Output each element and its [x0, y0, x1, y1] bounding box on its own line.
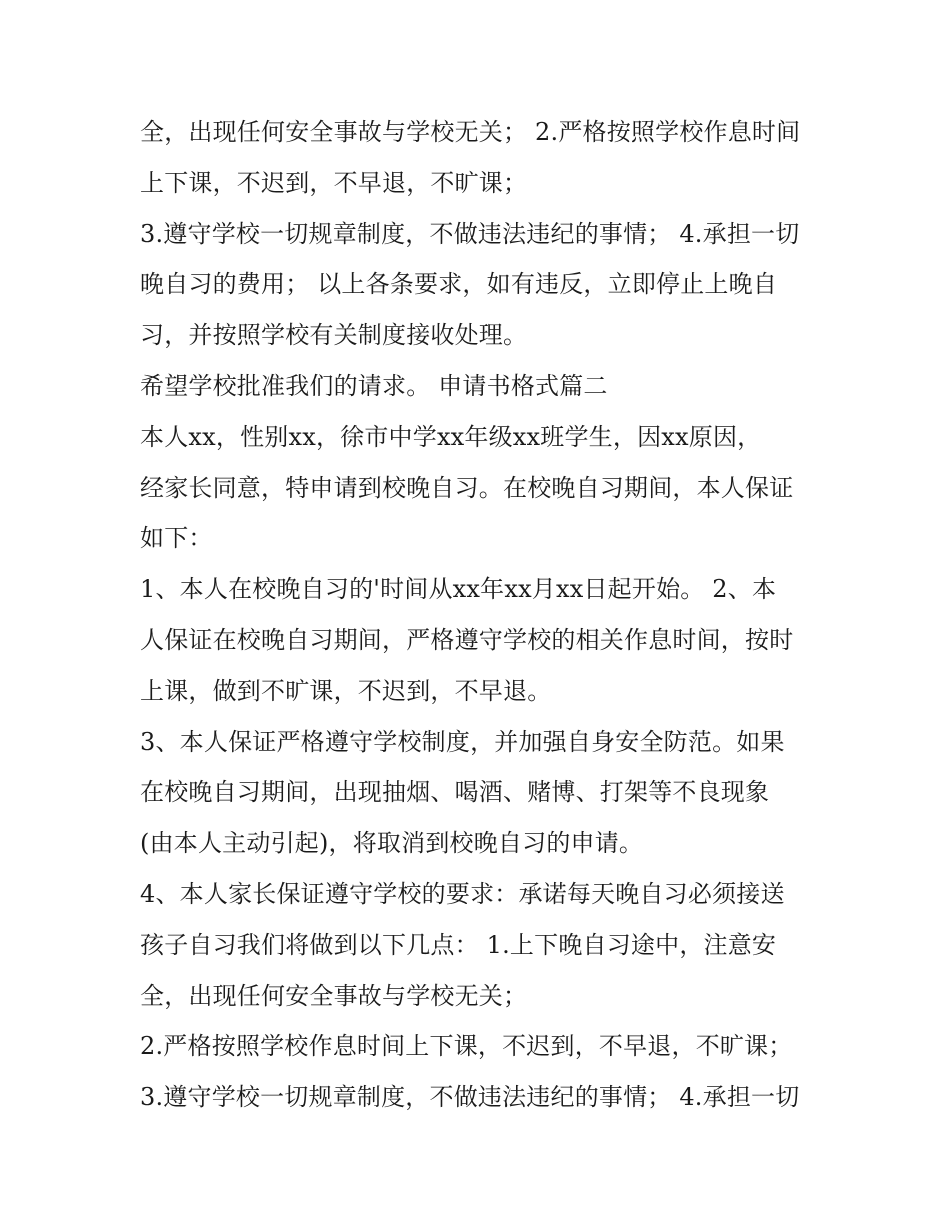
- text-line: 全，出现任何安全事故与学校无关；: [140, 981, 528, 1010]
- text-line: 2.严格按照学校作息时间上下课，不迟到，不早退，不旷课；: [140, 1032, 793, 1061]
- text-line: 3.遵守学校一切规章制度，不做违法违纪的事情； 4.承担一切: [140, 1083, 800, 1112]
- document-body: [140, 107, 820, 1123]
- text-line: 人保证在校晚自习期间，严格遵守学校的相关作息时间，按时: [140, 625, 794, 654]
- text-line: 3.遵守学校一切规章制度，不做违法违纪的事情； 4.承担一切: [140, 219, 800, 248]
- text-line: 3、本人保证严格遵守学校制度，并加强自身安全防范。如果: [140, 727, 785, 756]
- text-line: 全，出现任何安全事故与学校无关； 2.严格按照学校作息时间: [140, 118, 801, 146]
- text-line: 上课，做到不旷课，不迟到，不早退。: [140, 676, 552, 705]
- text-line: 如下：: [140, 524, 213, 553]
- text-line: 4、本人家长保证遵守学校的要求：承诺每天晚自习必须接送: [140, 879, 785, 908]
- text-line: 本人xx，性别xx，徐市中学xx年级xx班学生，因xx原因，: [140, 422, 762, 451]
- text-line: 孩子自习我们将做到以下几点： 1.上下晚自习途中，注意安: [140, 930, 777, 959]
- text-line: 经家长同意，特申请到校晚自习。在校晚自习期间，本人保证: [140, 473, 794, 502]
- text-line: 希望学校批准我们的请求。 申请书格式篇二: [140, 371, 608, 400]
- text-line: 晚自习的费用； 以上各条要求，如有违反，立即停止上晚自: [140, 270, 778, 299]
- text-line: (由本人主动引起)，将取消到校晚自习的申请。: [140, 829, 644, 858]
- text-line: 习，并按照学校有关制度接收处理。: [140, 321, 528, 350]
- text-line: 上下课，不迟到，不早退，不旷课；: [140, 168, 528, 197]
- text-line: 1、本人在校晚自习的'时间从xx年xx月xx日起开始。 2、本: [140, 575, 777, 604]
- text-line: 在校晚自习期间，出现抽烟、喝酒、赌博、打架等不良现象: [140, 778, 770, 807]
